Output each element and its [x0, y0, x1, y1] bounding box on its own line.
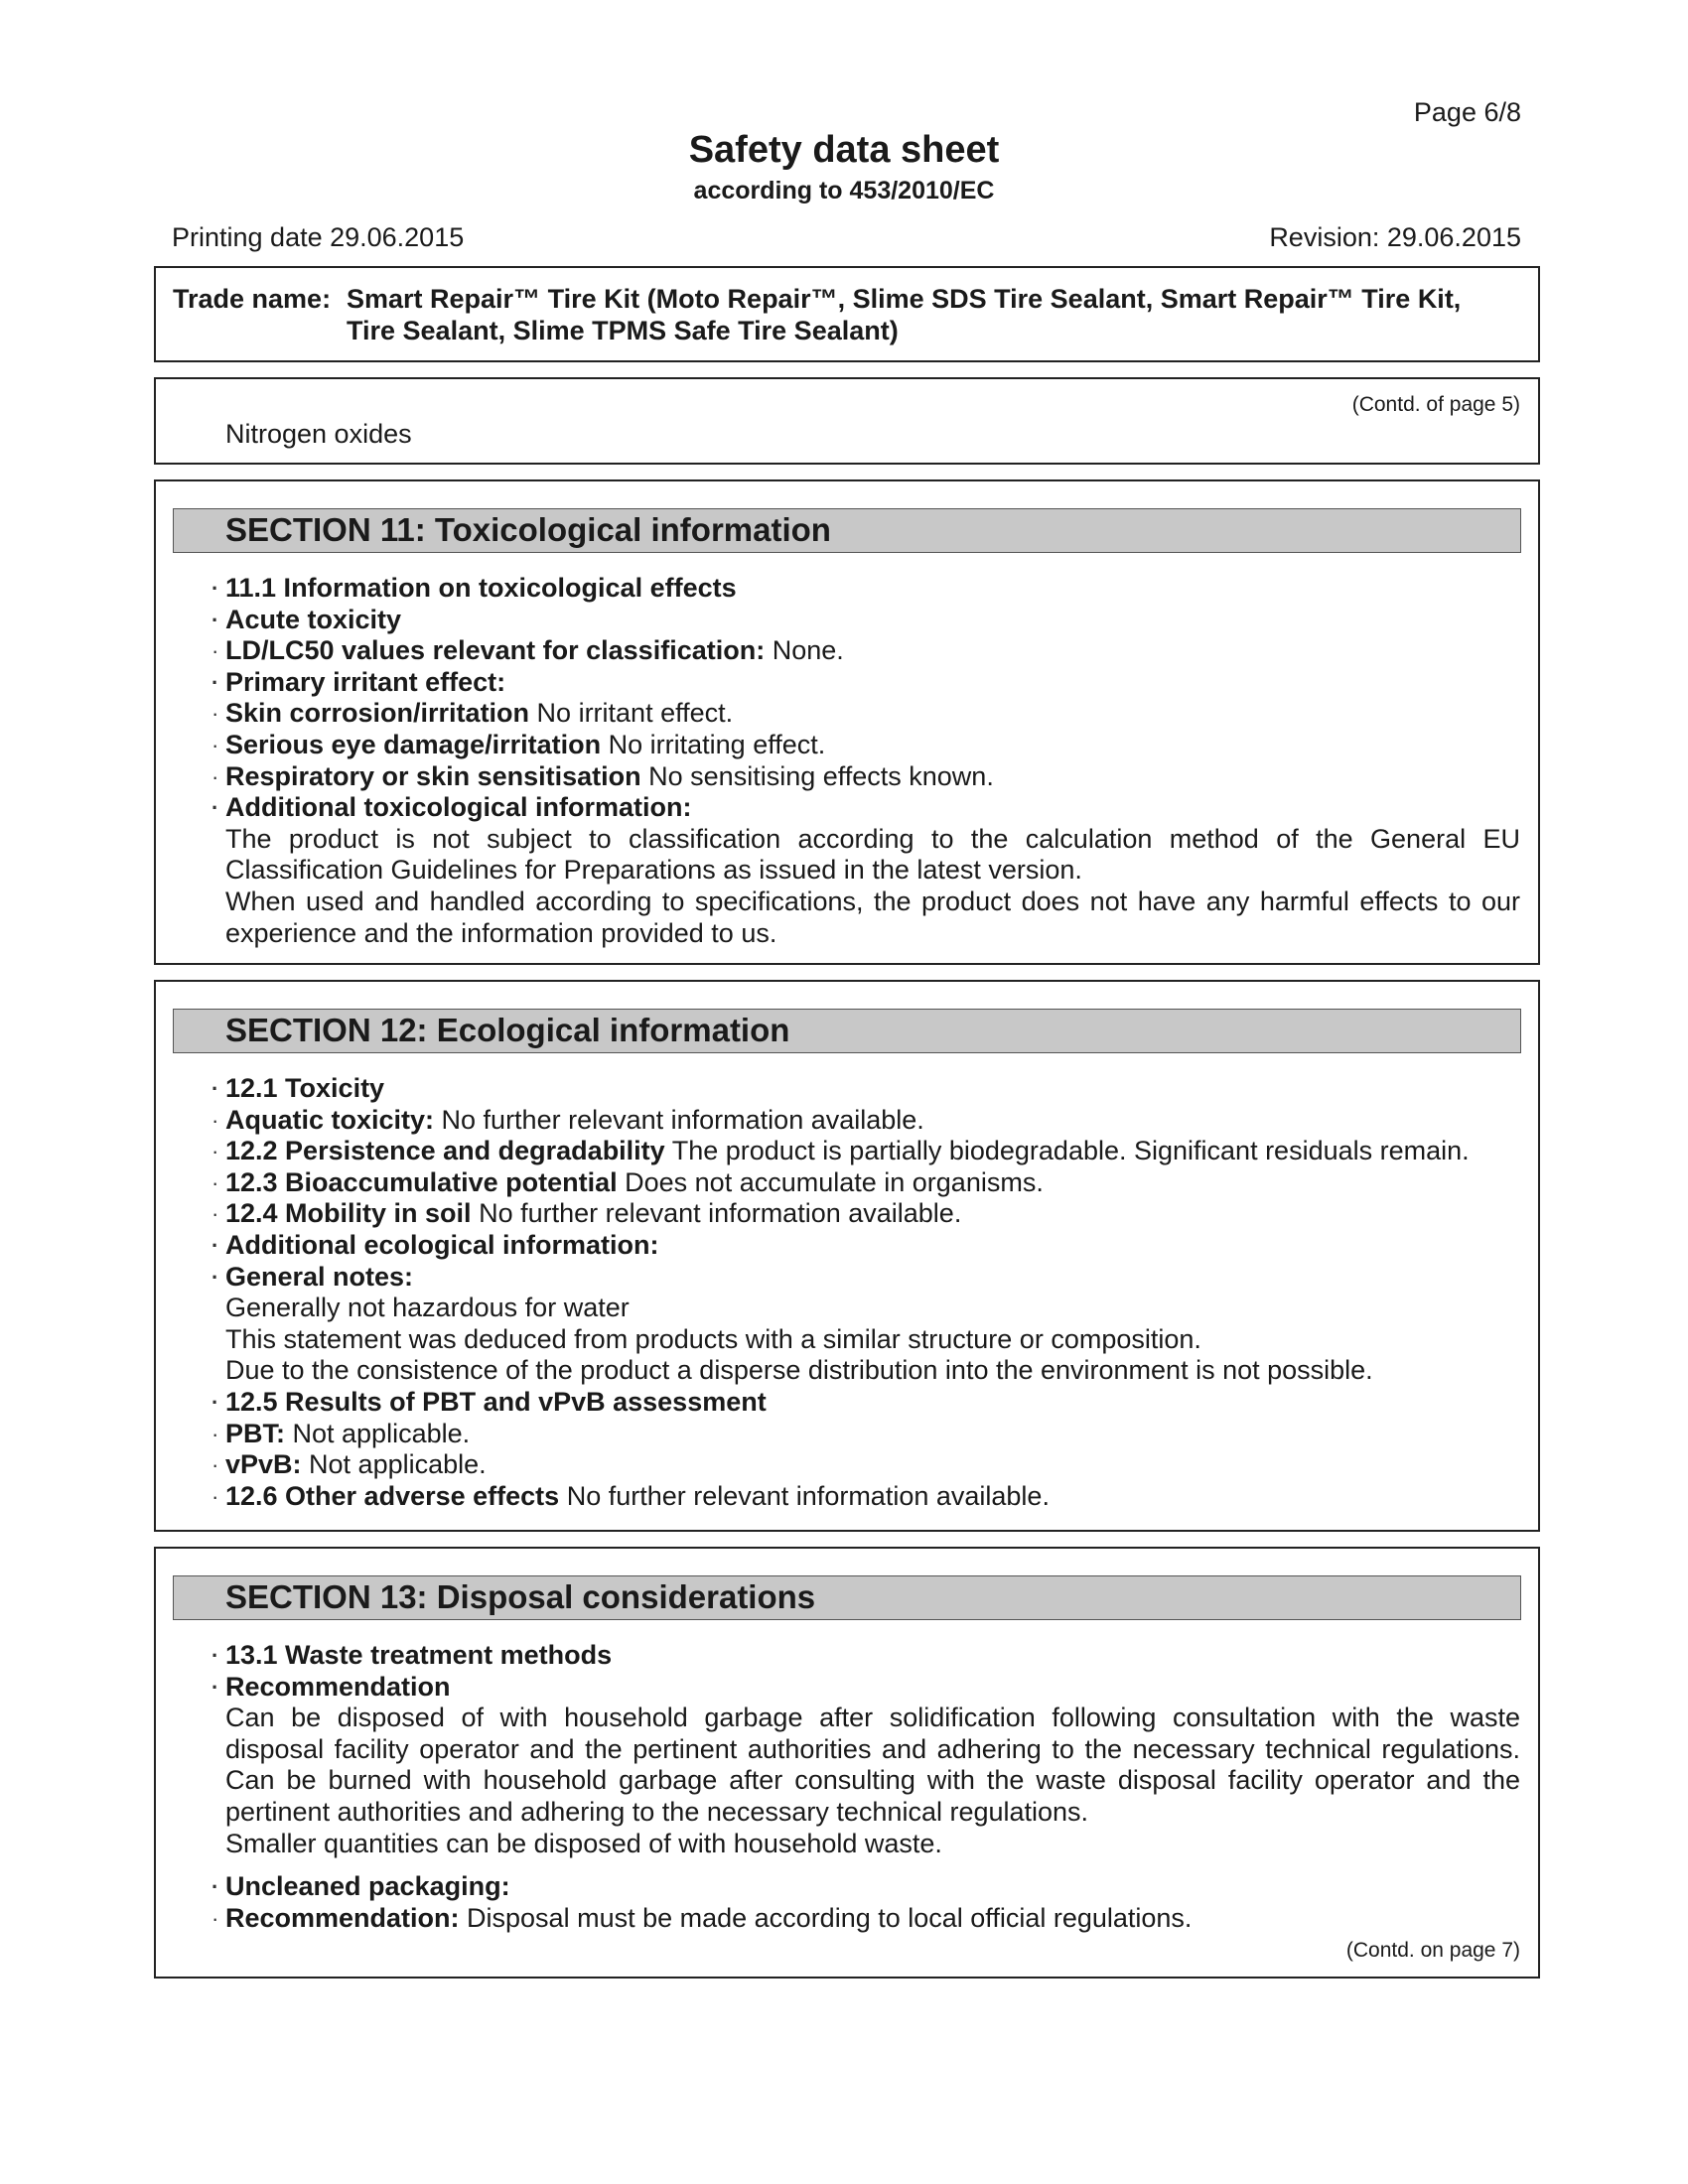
- printing-date: Printing date 29.06.2015: [172, 222, 465, 252]
- eye-damage-value: No irritating effect.: [601, 729, 826, 759]
- primary-irritant-heading: · Primary irritant effect:: [225, 667, 1520, 699]
- aquatic-toxicity-label: Aquatic toxicity:: [225, 1104, 435, 1135]
- recommendation-line-2: disposal facility operator and the pertinent authorities and adhering to the necessary technical regulations.: [225, 1733, 1520, 1764]
- mobility-label: 12.4 Mobility in soil: [225, 1198, 472, 1229]
- continued-on-note: (Contd. on page 7): [1345, 1939, 1520, 1962]
- recommendation-line-3: Can be burned with household garbage after consulting with the waste disposal facility operator and the: [225, 1765, 1520, 1796]
- uncleaned-packaging-heading: · Uncleaned packaging:: [225, 1871, 1520, 1903]
- other-adverse-label: 12.6 Other adverse effects: [225, 1480, 560, 1511]
- trade-name-label: Trade name:: [173, 284, 332, 314]
- section-13-header: SECTION 13: Disposal considerations: [173, 1575, 1521, 1620]
- mobility-row: [225, 1198, 1520, 1230]
- general-notes-heading: · General notes:: [225, 1262, 1520, 1294]
- packaging-recommendation-value: Disposal must be made according to local official regulations.: [459, 1902, 1193, 1933]
- ld-lc50-row: [225, 635, 1520, 667]
- recommendation-line-4: pertinent authorities and adhering to the necessary technical regulations.: [225, 1796, 1089, 1827]
- section-12-body: [225, 1073, 1520, 1512]
- section-13-body: [225, 1640, 1520, 1934]
- section-13: [154, 1547, 1540, 1979]
- persistence-value: The product is partially biodegradable. Significant residuals remain.: [664, 1136, 1470, 1166]
- aquatic-toxicity-value: No further relevant information available.: [434, 1104, 924, 1135]
- pbt-value: Not applicable.: [285, 1418, 471, 1448]
- ld-lc50-value: None.: [765, 635, 844, 666]
- sensitisation-row: [225, 761, 1520, 793]
- continued-box: [154, 377, 1540, 465]
- ld-lc50-label: LD/LC50 values relevant for classification:: [225, 635, 766, 666]
- eye-damage-row: [225, 730, 1520, 761]
- bioaccumulative-value: Does not accumulate in organisms.: [617, 1166, 1044, 1197]
- skin-corrosion-value: No irritant effect.: [529, 698, 734, 729]
- document-subtitle: according to 453/2010/EC: [693, 177, 995, 205]
- trade-name-line-1: Smart Repair™ Tire Kit (Moto Repair™, Slime SDS Tire Sealant, Smart Repair™ Tire Kit,: [347, 284, 1462, 314]
- tox-paragraph-1-line-2: Classification Guidelines for Preparations as issued in the latest version.: [225, 855, 1082, 886]
- continued-text: Nitrogen oxides: [225, 419, 412, 449]
- general-note-2: This statement was deduced from products with a similar structure or composition.: [225, 1323, 1201, 1354]
- vpvb-row: [225, 1449, 1520, 1481]
- trade-name-box: [154, 266, 1540, 362]
- general-note-1: Generally not hazardous for water: [225, 1293, 630, 1323]
- subsection-12-5: · 12.5 Results of PBT and vPvB assessment: [225, 1387, 1520, 1419]
- tox-paragraph-2-line-1: When used and handled according to specifications, the product does not have any harmful effects to our: [225, 886, 1520, 916]
- continued-from-note: (Contd. of page 5): [1351, 393, 1520, 416]
- packaging-recommendation-row: [225, 1903, 1520, 1935]
- persistence-row: [225, 1136, 1520, 1167]
- sensitisation-value: No sensitising effects known.: [640, 760, 994, 791]
- aquatic-toxicity-row: [225, 1105, 1520, 1137]
- recommendation-heading: · Recommendation: [225, 1672, 1520, 1704]
- additional-tox-heading: · Additional toxicological information:: [225, 792, 1520, 824]
- vpvb-value: Not applicable.: [301, 1449, 487, 1480]
- sensitisation-label: Respiratory or skin sensitisation: [225, 760, 641, 791]
- recommendation-line-1: Can be disposed of with household garbage after solidification following consultation with the waste: [225, 1703, 1520, 1733]
- tox-paragraph-1-line-1: The product is not subject to classification according to the calculation method of the General EU: [225, 823, 1520, 854]
- section-11: [154, 479, 1540, 965]
- vpvb-label: vPvB:: [225, 1449, 302, 1480]
- pbt-label: PBT:: [225, 1418, 285, 1448]
- spacer: [225, 1859, 1520, 1871]
- mobility-value: No further relevant information available.: [471, 1198, 962, 1229]
- page-number: Page 6/8: [1413, 97, 1521, 127]
- general-note-3: Due to the consistence of the product a disperse distribution into the environment is not possible.: [225, 1355, 1373, 1386]
- other-adverse-value: No further relevant information available.: [559, 1480, 1050, 1511]
- other-adverse-row: [225, 1481, 1520, 1513]
- bioaccumulative-row: [225, 1167, 1520, 1199]
- revision-date: Revision: 29.06.2015: [1269, 222, 1521, 252]
- subsection-11-1: · 11.1 Information on toxicological effects: [225, 573, 1520, 605]
- skin-corrosion-label: Skin corrosion/irritation: [225, 698, 530, 729]
- section-12-header: SECTION 12: Ecological information: [173, 1009, 1521, 1053]
- acute-toxicity-heading: · Acute toxicity: [225, 605, 1520, 636]
- section-11-body: [225, 573, 1520, 949]
- subsection-12-1: · 12.1 Toxicity: [225, 1073, 1520, 1105]
- tox-paragraph-2-line-2: experience and the information provided to us.: [225, 917, 777, 948]
- pbt-row: [225, 1419, 1520, 1450]
- additional-eco-heading: · Additional ecological information:: [225, 1230, 1520, 1262]
- eye-damage-label: Serious eye damage/irritation: [225, 729, 602, 759]
- section-12: [154, 980, 1540, 1532]
- section-11-header: SECTION 11: Toxicological information: [173, 508, 1521, 553]
- subsection-13-1: · 13.1 Waste treatment methods: [225, 1640, 1520, 1672]
- packaging-recommendation-label: Recommendation:: [225, 1902, 460, 1933]
- document-title: Safety data sheet: [688, 129, 1000, 171]
- bioaccumulative-label: 12.3 Bioaccumulative potential: [225, 1166, 618, 1197]
- persistence-label: 12.2 Persistence and degradability: [225, 1136, 665, 1166]
- recommendation-line-5: Smaller quantities can be disposed of with household waste.: [225, 1828, 942, 1858]
- trade-name-line-2: Tire Sealant, Slime TPMS Safe Tire Sealant): [347, 316, 899, 345]
- skin-corrosion-row: [225, 698, 1520, 730]
